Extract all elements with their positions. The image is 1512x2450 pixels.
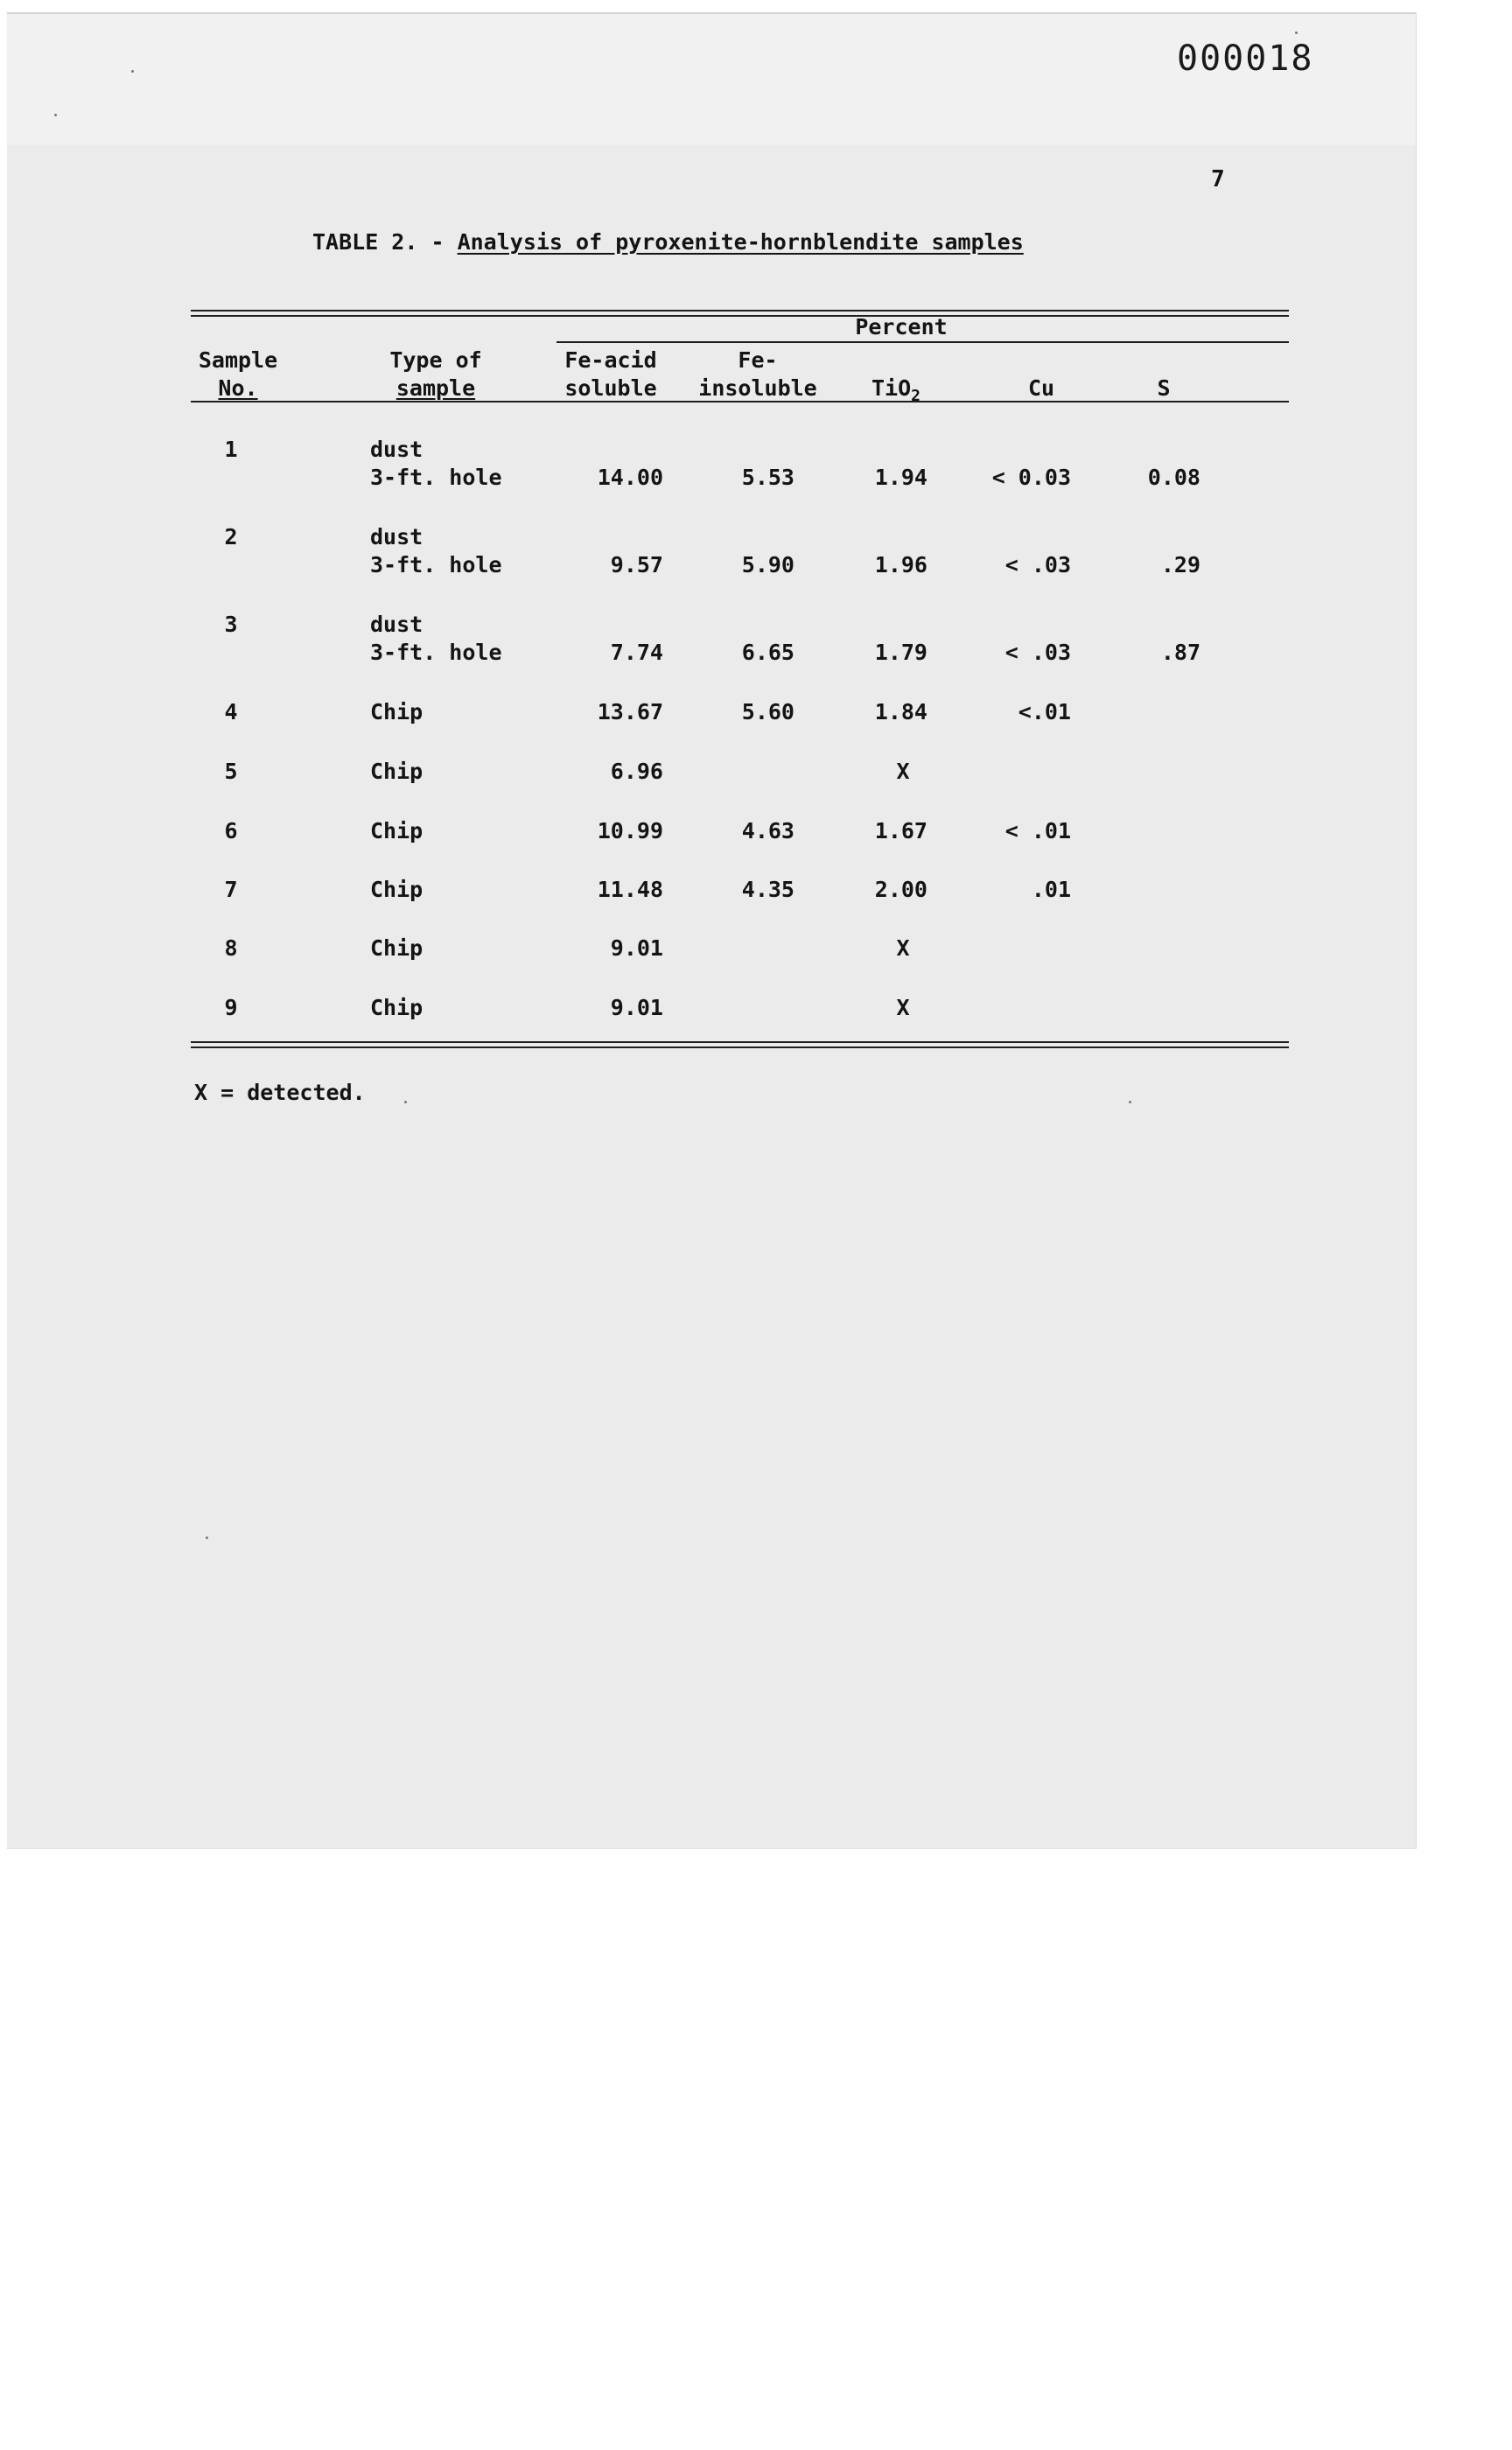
row-8-sample-no: 8 — [224, 935, 238, 961]
row-1-tio2: 1.94 — [874, 465, 928, 490]
header-fe-insoluble — [698, 346, 816, 402]
header-tio2 — [872, 374, 920, 410]
row-7-type: Chip — [370, 877, 424, 902]
header-fe-acid-line2: soluble — [564, 375, 657, 401]
row-3-fe-insoluble: 6.65 — [741, 640, 794, 665]
row-5-tio2: X — [896, 759, 910, 784]
header-tio2-subscript: 2 — [911, 387, 920, 405]
row-3-type-line2: 3-ft. hole — [370, 640, 502, 665]
row-5-type: Chip — [370, 759, 424, 784]
row-2-type-line2: 3-ft. hole — [370, 552, 502, 578]
header-sample-no-line2: No. — [218, 375, 258, 401]
row-2-cu: < .03 — [1004, 552, 1071, 578]
page-number: 7 — [1211, 166, 1225, 192]
scanned-page — [7, 12, 1417, 1849]
header-tio2-text: TiO — [872, 375, 912, 401]
row-1-s: 0.08 — [1147, 465, 1200, 490]
row-1-fe-insoluble: 5.53 — [741, 465, 794, 490]
table-title — [312, 229, 1024, 255]
header-s: S — [1157, 375, 1171, 401]
row-3-s: .87 — [1160, 640, 1200, 665]
row-1-type-line2: 3-ft. hole — [370, 465, 502, 490]
row-7-fe-acid: 11.48 — [597, 877, 663, 902]
row-2-fe-insoluble: 5.90 — [741, 552, 794, 578]
row-8-type: Chip — [370, 935, 424, 961]
row-2-tio2: 1.96 — [874, 552, 928, 578]
row-1-sample-no: 1 — [224, 437, 238, 462]
scan-speck — [131, 70, 134, 73]
row-6-type: Chip — [370, 818, 424, 844]
row-6-sample-no: 6 — [224, 818, 238, 844]
header-type-line1: Type of — [389, 347, 482, 373]
row-1-type-line1: dust — [370, 437, 424, 462]
row-9-tio2: X — [896, 995, 910, 1020]
row-8-tio2: X — [896, 935, 910, 961]
row-3-cu: < .03 — [1004, 640, 1071, 665]
table-caption: Analysis of pyroxenite-hornblendite samples — [457, 229, 1024, 255]
scan-speck — [1129, 1101, 1131, 1103]
scan-speck — [54, 114, 57, 116]
header-sample-no-line1: Sample — [198, 347, 278, 373]
document-stamp: 000018 — [1177, 38, 1314, 79]
row-1-cu: < 0.03 — [991, 465, 1071, 490]
scan-speck — [1295, 32, 1298, 34]
row-4-fe-acid: 13.67 — [597, 699, 663, 724]
row-1-fe-acid: 14.00 — [597, 465, 663, 490]
row-6-tio2: 1.67 — [874, 818, 928, 844]
header-fe-acid-line1: Fe-acid — [564, 347, 657, 373]
row-3-type-line1: dust — [370, 612, 424, 637]
row-3-sample-no: 3 — [224, 612, 238, 637]
row-8-fe-acid: 9.01 — [610, 935, 663, 961]
row-4-cu: <.01 — [1018, 699, 1071, 724]
row-3-tio2: 1.79 — [874, 640, 928, 665]
row-5-fe-acid: 6.96 — [610, 759, 663, 784]
table-label: TABLE 2. - — [312, 229, 444, 255]
row-4-fe-insoluble: 5.60 — [741, 699, 794, 724]
row-2-s: .29 — [1160, 552, 1200, 578]
row-4-tio2: 1.84 — [874, 699, 928, 724]
row-2-fe-acid: 9.57 — [610, 552, 663, 578]
table-top-rule — [191, 310, 1289, 312]
row-7-fe-insoluble: 4.35 — [741, 877, 794, 902]
row-7-cu: .01 — [1031, 877, 1071, 902]
row-6-fe-insoluble: 4.63 — [741, 818, 794, 844]
header-cu: Cu — [1027, 375, 1055, 401]
scan-speck — [206, 1536, 208, 1539]
row-6-fe-acid: 10.99 — [597, 818, 663, 844]
header-percent: Percent — [855, 314, 948, 340]
row-5-sample-no: 5 — [224, 759, 238, 784]
row-4-sample-no: 4 — [224, 699, 238, 724]
scan-speck — [404, 1101, 407, 1103]
row-9-type: Chip — [370, 995, 424, 1020]
row-9-fe-acid: 9.01 — [610, 995, 663, 1020]
table-bottom-rule-double — [191, 1046, 1289, 1048]
table-footnote: X = detected. — [194, 1080, 366, 1105]
row-6-cu: < .01 — [1004, 818, 1071, 844]
header-fe-insoluble-line1: Fe- — [738, 347, 778, 373]
row-2-sample-no: 2 — [224, 524, 238, 550]
header-fe-insoluble-line2: insoluble — [698, 375, 817, 401]
row-2-type-line1: dust — [370, 524, 424, 550]
row-7-sample-no: 7 — [224, 877, 238, 902]
row-7-tio2: 2.00 — [874, 877, 928, 902]
percent-rule — [556, 341, 1289, 343]
row-3-fe-acid: 7.74 — [610, 640, 663, 665]
table-top-rule-double — [191, 315, 1289, 317]
row-9-sample-no: 9 — [224, 995, 238, 1020]
header-type — [389, 346, 481, 402]
header-type-line2: sample — [396, 375, 476, 401]
table-bottom-rule — [191, 1041, 1289, 1043]
header-sample-no — [199, 346, 277, 402]
row-4-type: Chip — [370, 699, 424, 724]
header-fe-acid — [564, 346, 656, 402]
